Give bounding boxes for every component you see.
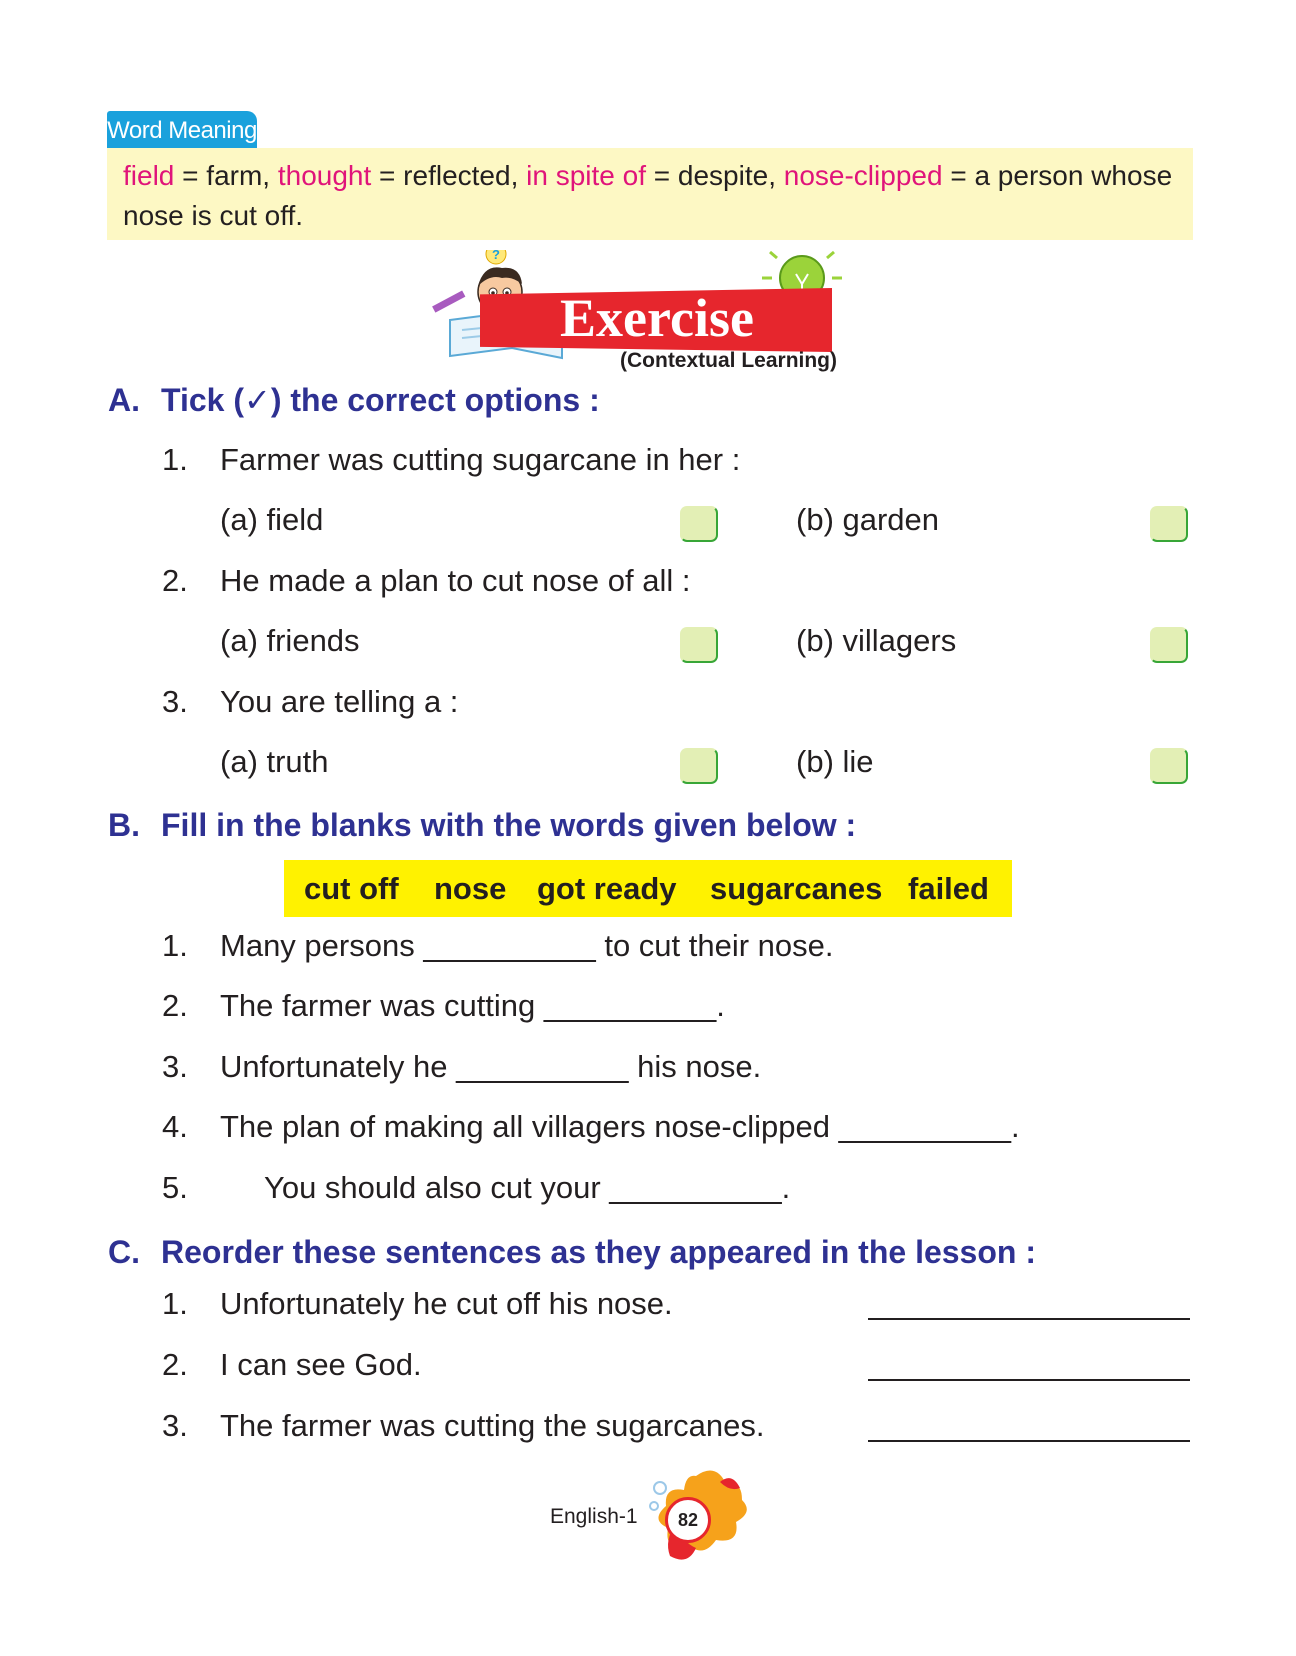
question-number: 2.: [162, 563, 188, 598]
sentence-number: 4.: [162, 1109, 188, 1144]
pencil-icon: [432, 290, 465, 312]
question-text: Farmer was cutting sugarcane in her :: [220, 442, 741, 477]
exercise-subtitle: (Contextual Learning): [620, 349, 838, 372]
svg-text:?: ?: [492, 250, 500, 262]
reorder-sentence: The farmer was cutting the sugarcanes.: [220, 1408, 765, 1443]
book-name: English-1: [550, 1505, 638, 1528]
question-text: You are telling a :: [220, 684, 459, 719]
section-a-title: Tick (✓) the correct options :: [161, 382, 600, 418]
blank-sentence: Many persons __________ to cut their nose.: [220, 928, 834, 963]
word-bank-item: got ready: [537, 871, 677, 906]
option-b-checkbox[interactable]: [1150, 627, 1188, 663]
page-number: 82: [665, 1497, 711, 1543]
sentence-number: 1.: [162, 1286, 188, 1321]
meaning-in-spite-of: = despite,: [646, 160, 784, 191]
reorder-sentence: Unfortunately he cut off his nose.: [220, 1286, 673, 1321]
sentence-number: 5.: [162, 1170, 188, 1205]
option-b-checkbox[interactable]: [1150, 748, 1188, 784]
option-a-checkbox[interactable]: [680, 748, 718, 784]
meaning-thought: = reflected,: [371, 160, 527, 191]
option-b-label: (b) villagers: [796, 623, 957, 658]
question-number: 3.: [162, 684, 188, 719]
answer-line[interactable]: [868, 1379, 1190, 1381]
blank-sentence: The farmer was cutting __________.: [220, 988, 725, 1023]
term-field: field: [123, 160, 175, 191]
section-a-letter: A.: [108, 382, 140, 418]
answer-line[interactable]: [868, 1440, 1190, 1442]
sentence-number: 3.: [162, 1408, 188, 1443]
sentence-number: 1.: [162, 928, 188, 963]
option-a-label: (a) field: [220, 502, 324, 537]
blank-sentence: You should also cut your __________.: [264, 1170, 791, 1205]
word-bank-item: nose: [434, 871, 507, 906]
exercise-title: Exercise: [560, 288, 754, 348]
word-bank-item: failed: [908, 871, 989, 906]
term-in-spite-of: in spite of: [526, 160, 646, 191]
sentence-number: 3.: [162, 1049, 188, 1084]
option-b-label: (b) lie: [796, 744, 874, 779]
section-c-title: Reorder these sentences as they appeared in the lesson :: [161, 1234, 1036, 1270]
option-a-label: (a) friends: [220, 623, 360, 658]
question-text: He made a plan to cut nose of all :: [220, 563, 691, 598]
section-c-heading: [108, 1232, 1108, 1272]
blank-sentence: The plan of making all villagers nose-clipped __________.: [220, 1109, 1020, 1144]
option-a-label: (a) truth: [220, 744, 329, 779]
blank-sentence: Unfortunately he __________ his nose.: [220, 1049, 762, 1084]
term-nose-clipped: nose-clipped: [783, 160, 943, 191]
word-bank-item: sugarcanes: [710, 871, 883, 906]
sentence-number: 2.: [162, 988, 188, 1023]
answer-line[interactable]: [868, 1318, 1190, 1320]
sentence-number: 2.: [162, 1347, 188, 1382]
word-meaning-text: [123, 156, 1185, 236]
section-a-heading: [108, 380, 1008, 420]
term-thought: thought: [277, 160, 372, 191]
word-bank: [284, 860, 1012, 917]
question-number: 1.: [162, 442, 188, 477]
word-bank-item: cut off: [304, 871, 399, 906]
meaning-field: = farm,: [174, 160, 278, 191]
section-b-title: Fill in the blanks with the words given below :: [161, 807, 857, 843]
meaning-nose-clipped: = a person whose nose is cut off.: [123, 160, 1173, 231]
section-c-letter: C.: [108, 1234, 140, 1270]
option-a-checkbox[interactable]: [680, 627, 718, 663]
section-b-letter: B.: [108, 807, 140, 843]
section-b-heading: [108, 805, 1008, 845]
option-b-checkbox[interactable]: [1150, 506, 1188, 542]
option-b-label: (b) garden: [796, 502, 940, 537]
option-a-checkbox[interactable]: [680, 506, 718, 542]
reorder-sentence: I can see God.: [220, 1347, 422, 1382]
word-meaning-tag: Word Meaning: [107, 111, 257, 151]
